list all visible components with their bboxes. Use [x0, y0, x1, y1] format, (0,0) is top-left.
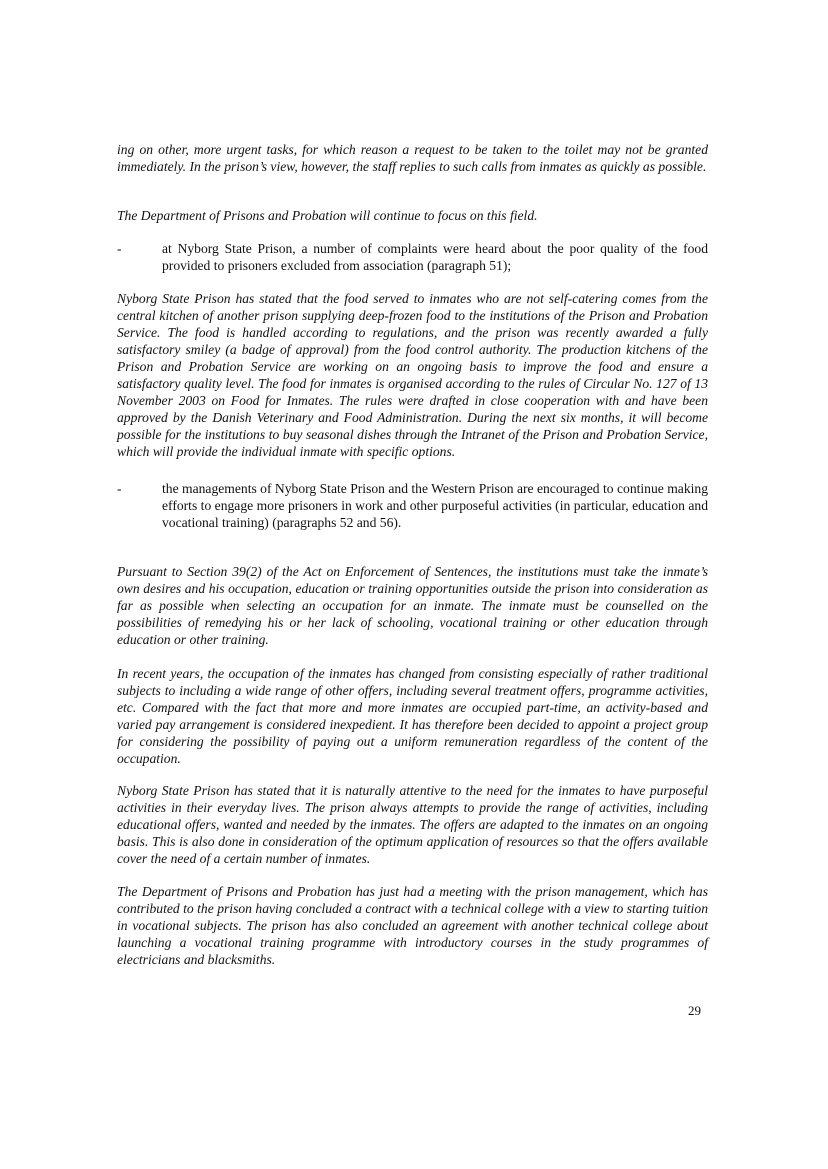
paragraph-toilet-requests: ing on other, more urgent tasks, for which reason a request to be taken to the toilet may not be granted immediately. In the prison’s view, however, the staff replies to such calls from inmates as quickly as possible.: [117, 142, 708, 174]
paragraph-nyborg-activities: Nyborg State Prison has stated that it is naturally attentive to the need for the inmates to have purposeful activities in their everyday lives. The prison always attempts to provide the range of activities, including educational offers, wanted and needed by the inmates. The offers are adapted to the inmates on an ongoing basis. This is also done in consideration of the optimum application of resources so that the offers available cover the need of a certain number of inmates.: [117, 783, 708, 866]
bullet-item-purposeful-activities: [117, 480, 708, 531]
paragraph-nyborg-food: Nyborg State Prison has stated that the food served to inmates who are not self-catering comes from the central kitchen of another prison supplying deep-frozen food to the institutions of the Prison and Probation Service. The food is handled according to regulations, and the prison was recently awarded a fully satisfactory smiley (a badge of approval) from the food control authority. The production kitchens of the Prison and Probation Service are working on an ongoing basis to improve the food and ensure a satisfactory quality level. The food for inmates is organised according to the rules of Circular No. 127 of 13 November 2003 on Food for Inmates. The rules were drafted in close cooperation with and have been approved by the Danish Veterinary and Food Administration. During the next six months, it will become possible for the institutions to buy seasonal dishes through the Intranet of the Prison and Probation Service, which will provide the individual inmate with specific options.: [117, 291, 708, 459]
paragraph-occupation-changes: In recent years, the occupation of the inmates has changed from consisting especially of rather traditional subjects to including a wide range of other offers, including several treatment offers, programme activities, etc. Compared with the fact that more and more inmates are occupied part-time, an activity-based and varied pay arrangement is considered inexpedient. It has therefore been decided to appoint a project group for considering the possibility of paying out a uniform remuneration regardless of the content of the occupation.: [117, 666, 708, 766]
bullet-item-food-complaints: [117, 240, 708, 274]
bullet-marker: -: [117, 241, 122, 256]
bullet-text: at Nyborg State Prison, a number of complaints were heard about the poor quality of the food provided to prisoners excluded from association (paragraph 51);: [162, 241, 708, 273]
bullet-text: the managements of Nyborg State Prison and the Western Prison are encouraged to continue making efforts to engage more prisoners in work and other purposeful activities (in particular, education and vocational training) (paragraphs 52 and 56).: [162, 481, 708, 530]
paragraph-department-focus: The Department of Prisons and Probation will continue to focus on this field.: [117, 208, 538, 223]
paragraph-section-39: Pursuant to Section 39(2) of the Act on Enforcement of Sentences, the institutions must take the inmate’s own desires and his occupation, education or training opportunities outside the prison into consideration as far as possible when selecting an occupation for an inmate. The inmate must be counselled on the possibilities of remedying his or her lack of schooling, vocational training or other education through education or other training.: [117, 564, 708, 647]
paragraph-technical-college: The Department of Prisons and Probation has just had a meeting with the prison management, which has contributed to the prison having concluded a contract with a technical college with a view to starting tuition in vocational subjects. The prison has also concluded an agreement with another technical college about launching a vocational training programme with introductory courses in the study programmes of electricians and blacksmiths.: [117, 884, 708, 967]
page-number: 29: [688, 1003, 701, 1018]
bullet-marker: -: [117, 481, 122, 496]
